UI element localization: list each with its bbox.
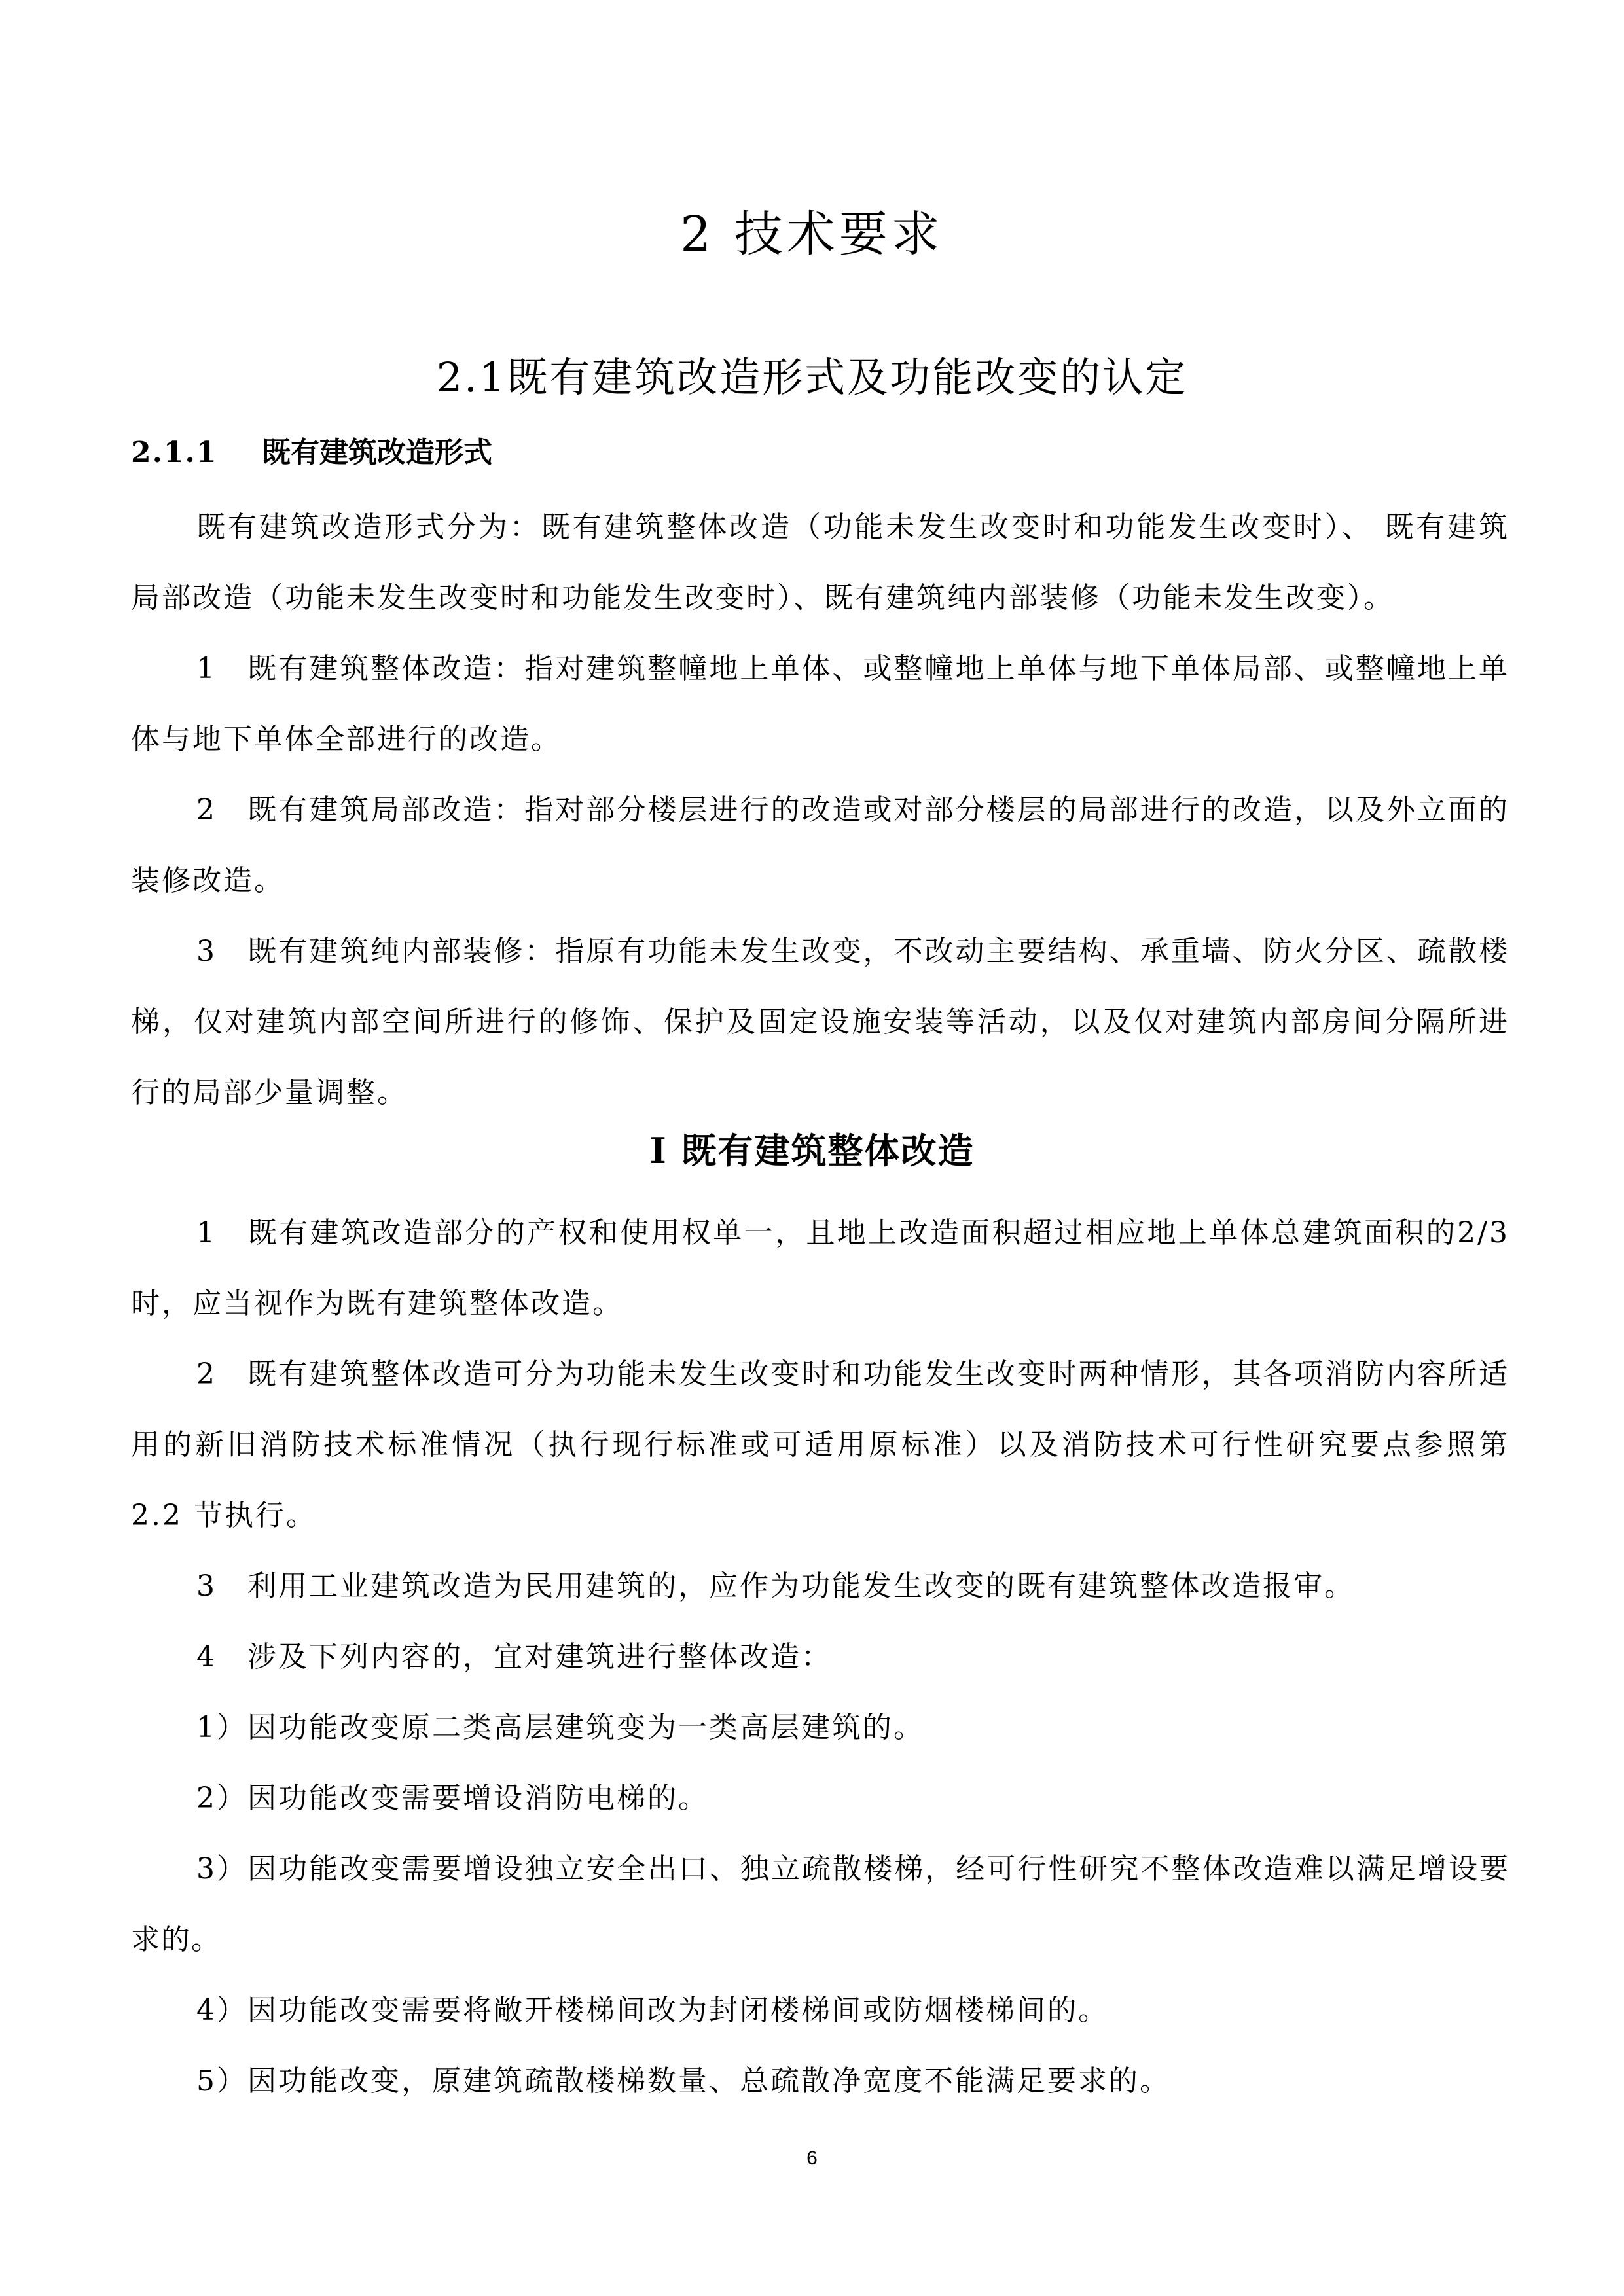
list-item-3: 3）因功能改变需要增设独立安全出口、独立疏散楼梯，经可行性研究不整体改造难以满足增设要求的。 [131,1852,1509,1956]
paragraph-item-3: 3 既有建筑纯内部装修：指原有功能未发生改变，不改动主要结构、承重墙、防火分区、疏散楼梯，仅对建筑内部空间所进行的修饰、保护及固定设施安装等活动，以及仅对建筑内部房间分隔所进行的局部少量调整。 [131,935,1509,1109]
paragraph-rule-3: 3 利用工业建筑改造为民用建筑的，应作为功能发生改变的既有建筑整体改造报审。 [196,1570,1355,1603]
paragraph-item-2: 2 既有建筑局部改造：指对部分楼层进行的改造或对部分楼层的局部进行的改造，以及外立面的装修改造。 [131,793,1509,897]
page-number: 6 [806,2147,818,2169]
list-item-5: 5）因功能改变，原建筑疏散楼梯数量、总疏散净宽度不能满足要求的。 [196,2064,1170,2098]
section-title: 2.1既有建筑改造形式及功能改变的认定 [436,353,1188,401]
list-item-1: 1）因功能改变原二类高层建筑变为一类高层建筑的。 [196,1711,924,1744]
subsection-title: 既有建筑改造形式 [262,436,492,469]
list-item-4: 4）因功能改变需要将敞开楼梯间改为封闭楼梯间或防烟楼梯间的。 [196,1994,1109,2027]
paragraph-rule-4: 4 涉及下列内容的，宜对建筑进行整体改造： [196,1640,832,1674]
paragraph-rule-1: 1 既有建筑改造部分的产权和使用权单一，且地上改造面积超过相应地上单体总建筑面积的2/3 时，应当视作为既有建筑整体改造。 [131,1216,1509,1320]
paragraph-intro: 既有建筑改造形式分为：既有建筑整体改造（功能未发生改变时和功能发生改变时）、 既有建筑局部改造（功能未发生改变时和功能发生改变时）、既有建筑纯内部装修（功能未发生改变）。 [131,511,1509,615]
paragraph-rule-2: 2 既有建筑整体改造可分为功能未发生改变时和功能发生改变时两种情形，其各项消防内容所适用的新旧消防技术标准情况（执行现行标准或可适用原标准）以及消防技术可行性研究要点参照第 2.2 节执行。 [131,1357,1509,1532]
chapter-title: 2 技术要求 [680,206,944,262]
subsection-number: 2.1.1 [131,436,218,469]
subsection-heading [131,432,492,474]
group-title: Ⅰ 既有建筑整体改造 [649,1130,975,1172]
list-item-2: 2）因功能改变需要增设消防电梯的。 [196,1782,709,1815]
paragraph-item-1: 1 既有建筑整体改造：指对建筑整幢地上单体、或整幢地上单体与地下单体局部、或整幢地上单体与地下单体全部进行的改造。 [131,652,1509,756]
